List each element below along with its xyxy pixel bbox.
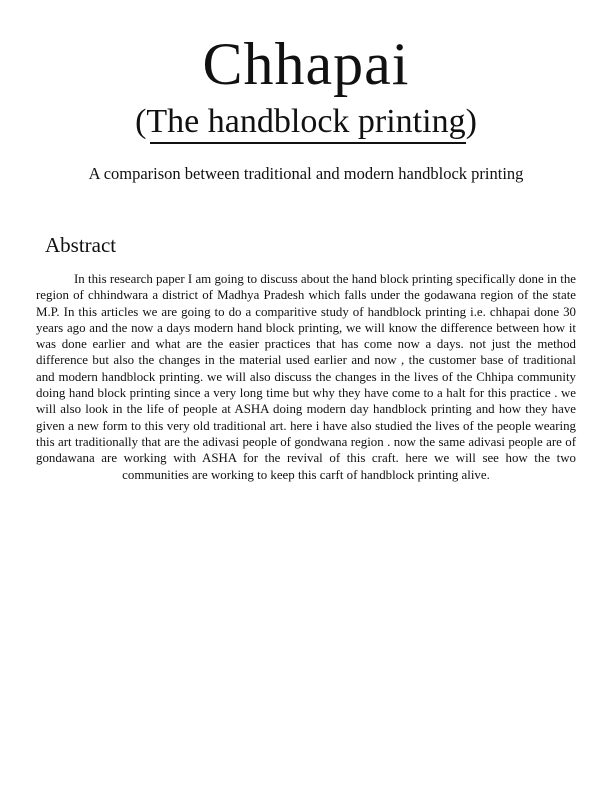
abstract-body: In this research paper I am going to discuss about the hand block printing specifically done in the region of chhindwara a district of Madhya Pradesh which falls under the godawana region of the state M.P. In this articles we are going to do a comparitive study of handblock printing i.e. chhapai done 30 years ago and the now a days modern hand block printing, we will know the difference between how it was done earlier and what are the easier practices that has come now a days. not just the method difference but also the changes in the material used earlier and now , the customer base of traditional and modern handblock printing. we will also discuss the changes in the lives of the Chhipa community doing hand block printing since a very long time but why they have come to a halt for this practice . we will also look in the life of people at ASHA doing modern day handblock printing and how they have given a new form to this very old traditional art. here i have also studied the lives of the people wearing this art traditionally that are the adivasi people of gondwana region . now the same adivasi people are of gondawana are working with ASHA for the revival of this craft. here we will see how the two communities are working to keep this carft of handblock printing alive.	[36, 272, 576, 482]
subtitle-container	[0, 100, 612, 146]
document-tagline: A comparison between traditional and modern handblock printing	[88, 164, 524, 183]
document-title: Chhapai	[202, 31, 410, 97]
document-subtitle	[133, 100, 479, 146]
subtitle-underline	[150, 142, 466, 144]
abstract-heading: Abstract	[45, 233, 117, 257]
subtitle-text: (The handblock printing)	[135, 103, 477, 140]
